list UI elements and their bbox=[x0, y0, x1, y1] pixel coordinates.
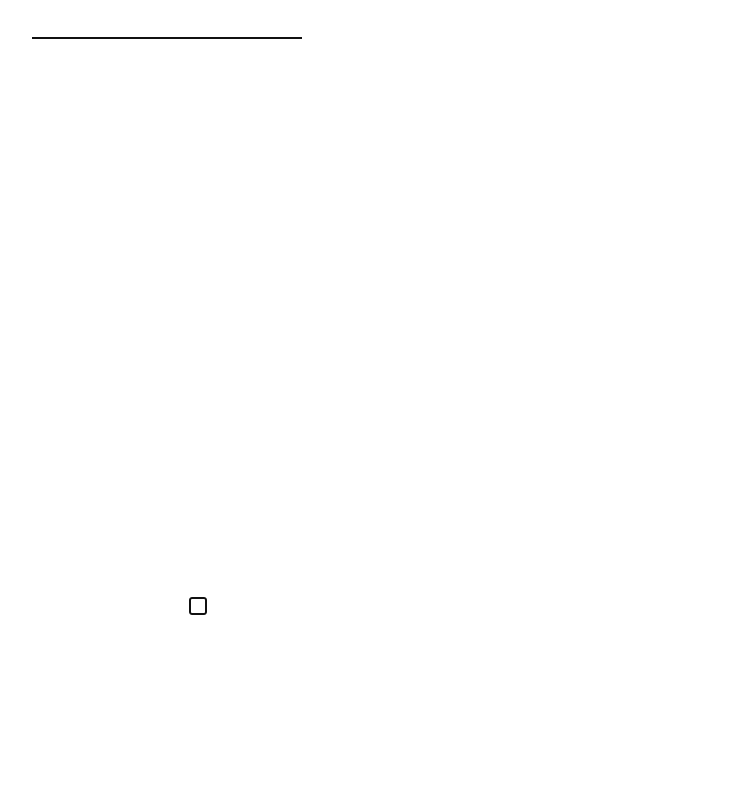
center-motif-marker bbox=[189, 597, 207, 615]
